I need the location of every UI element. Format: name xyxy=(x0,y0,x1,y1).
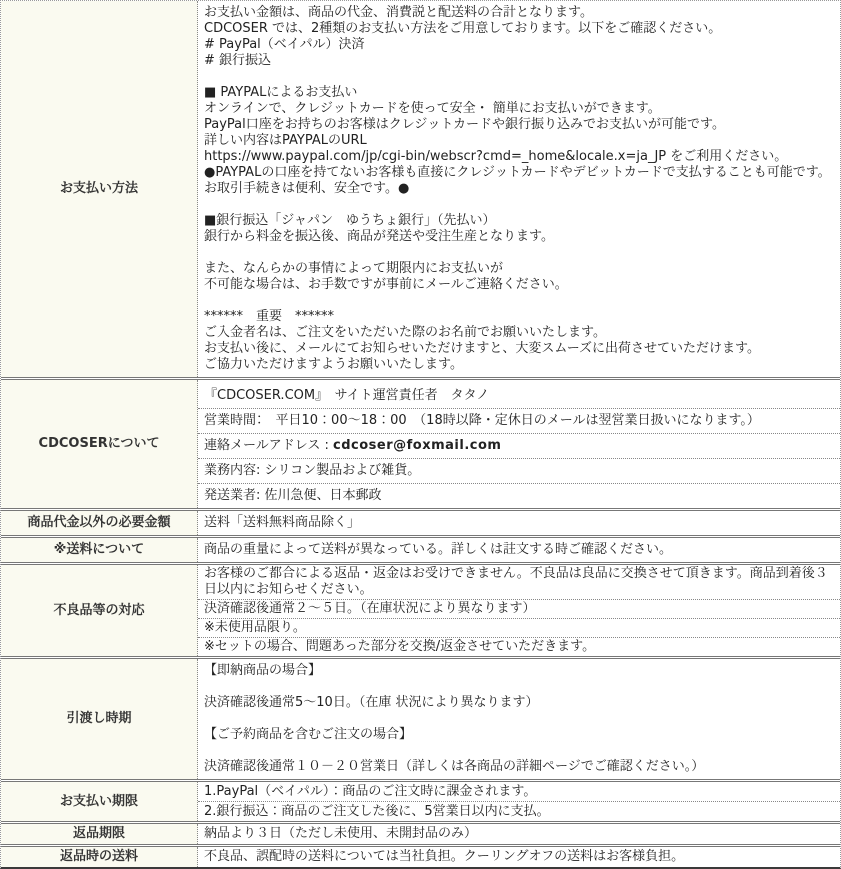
blank-line xyxy=(204,293,834,309)
content-cell xyxy=(198,1,840,377)
content-cell xyxy=(198,824,840,844)
content-line: ご入金者名は、ご注文をいただいた際のお名前でお願いいたします。 xyxy=(204,325,606,340)
content-line: 2.銀行振込：商品のご注文した後に、5営業日以内に支払。 xyxy=(204,804,550,819)
content-line: 営業時間： 平日10：00～18：00 （18時以降・定休日のメールは翌営業日扱いになります。） xyxy=(204,413,760,428)
section-return-shipping xyxy=(1,844,840,867)
row-header-label: 引渡し時期 xyxy=(66,711,132,726)
section-return-deadline xyxy=(1,821,840,844)
table-row xyxy=(198,538,840,562)
row-header-return-deadline xyxy=(1,824,198,844)
table-row xyxy=(198,659,840,779)
table-row xyxy=(198,458,840,483)
row-header-extra-fees xyxy=(1,511,198,535)
content-line: 不良品、誤配時の送料については当社負担。クーリングオフの送料はお客様負担。 xyxy=(204,849,685,864)
content-line: 決済確認後通常5～10日。（在庫 状況により異なります） xyxy=(204,695,539,710)
content-line: 業務内容: シリコン製品および雑貨。 xyxy=(204,463,421,478)
content-line: 決済確認後通常２～５日。（在庫状況により異なります） xyxy=(204,601,536,616)
table-row xyxy=(198,599,840,618)
section-payment-deadline xyxy=(1,779,840,821)
table-row xyxy=(198,483,840,508)
table-row xyxy=(198,565,840,599)
content-line: 銀行から料金を振込後、商品が発送や受注生産となります。 xyxy=(204,229,554,244)
content-line: 不可能な場合は、お手数ですが事前にメールご連絡ください。 xyxy=(204,277,568,292)
content-line: ※未使用品限り。 xyxy=(204,620,306,635)
table-row xyxy=(198,824,840,844)
table-row xyxy=(198,1,840,377)
table-row xyxy=(198,618,840,637)
content-line: 発送業者: 佐川急便、日本郵政 xyxy=(204,488,382,503)
row-header-label: お支払い期限 xyxy=(59,793,138,809)
section-delivery-time xyxy=(1,656,840,779)
row-header-label: 返品時の送料 xyxy=(59,849,138,864)
table-row xyxy=(198,637,840,656)
row-header-label: 返品期限 xyxy=(72,826,125,841)
content-line: https://www.paypal.com/jp/cgi-bin/webscr?cmd=_home&locale.x=ja_JP をご利用ください。 xyxy=(204,149,788,164)
blank-line xyxy=(204,711,834,727)
content-line: お支払い金額は、商品の代金、消費説と配送料の合計となります。 xyxy=(204,5,593,20)
content-line: ■銀行振込「ジャパン ゆうちょ銀行」（先払い） xyxy=(204,213,496,228)
blank-line xyxy=(204,197,834,213)
content-text: 連絡メールアドレス : xyxy=(204,438,333,453)
blank-line xyxy=(204,743,834,759)
blank-line xyxy=(204,69,834,85)
table-row xyxy=(198,380,840,408)
content-line: 【ご予約商品を含むご注文の場合】 xyxy=(204,727,413,742)
row-header-label: ※送料について xyxy=(53,542,145,557)
section-extra-fees xyxy=(1,508,840,535)
content-line: オンラインで、クレジットカードを使って安全・ 簡単にお支払いができます。 xyxy=(204,101,661,116)
table-row xyxy=(198,782,840,801)
content-line: ■ PAYPALによるお支払い xyxy=(204,85,358,100)
content-line: 商品の重量によって送料が異なっている。詳しくは註文する時ご確認ください。 xyxy=(204,542,673,557)
row-header-label: 商品代金以外の必要金額 xyxy=(27,515,171,530)
section-about-cdcoser xyxy=(1,377,840,508)
content-line: 送料「送料無料商品除く」 xyxy=(204,515,361,530)
row-header-payment-method xyxy=(1,1,198,377)
row-header-label: お支払い方法 xyxy=(59,181,138,196)
content-cell xyxy=(198,380,840,508)
content-line: 詳しい内容はPAYPALのURL xyxy=(204,133,367,148)
row-header-return-shipping xyxy=(1,847,198,867)
content-line: PayPal口座をお持ちのお客様はクレジットカードや銀行振り込みでお支払いが可能です。 xyxy=(204,117,725,132)
blank-line xyxy=(204,245,834,261)
content-cell xyxy=(198,538,840,562)
content-line: # 銀行振込 xyxy=(204,53,272,68)
row-header-payment-deadline xyxy=(1,782,198,821)
content-cell xyxy=(198,847,840,867)
content-cell xyxy=(198,511,840,535)
section-defect-handling xyxy=(1,562,840,656)
section-payment-method xyxy=(1,1,840,377)
content-cell xyxy=(198,565,840,656)
table-row xyxy=(198,408,840,433)
content-line: 決済確認後通常１０－２０営業日（詳しくは各商品の詳細ページでご確認ください。） xyxy=(204,759,705,774)
content-cell xyxy=(198,782,840,821)
content-line: CDCOSER では、2種類のお支払い方法をご用意しております。以下をご確認ください。 xyxy=(204,21,722,36)
content-line: お取引手続きは便利、安全です。● xyxy=(204,181,410,196)
row-header-label: 不良品等の対応 xyxy=(53,602,145,618)
row-header-delivery-time xyxy=(1,659,198,779)
row-header-shipping-note xyxy=(1,538,198,562)
content-line: ****** 重要 ****** xyxy=(204,309,335,324)
content-line: また、なんらかの事情によって期限内にお支払いが xyxy=(204,261,504,276)
content-line: ※セットの場合、問題あった部分を交換/返金させていただきます。 xyxy=(204,639,596,654)
section-shipping-note xyxy=(1,535,840,562)
content-line: お支払い後に、メールにてお知らせいただけますと、大変スムーズに出荷させていただけます。 xyxy=(204,341,761,356)
blank-line xyxy=(204,679,834,695)
table-row xyxy=(198,801,840,821)
content-line: ご協力いただけますようお願いいたします。 xyxy=(204,357,463,372)
content-line: # PayPal（ベイパル）決済 xyxy=(204,37,365,52)
row-header-defect-handling xyxy=(1,565,198,656)
content-line: ●PAYPALの口座を持てないお客様も直接にクレジットカードやデビットカードで支払することも可能です。 xyxy=(204,165,831,180)
table-row xyxy=(198,433,840,458)
content-line: お客様のご都合による返品・返金はお受けできません。不良品は良品に交換させて頂きます。商品到着後３日以内にお知らせください。 xyxy=(204,566,828,597)
content-line: 1.PayPal（ベイパル）：商品のご注文時に課金されます。 xyxy=(204,784,537,799)
row-header-about-cdcoser xyxy=(1,380,198,508)
table-row xyxy=(198,511,840,535)
content-line: 【即納商品の場合】 xyxy=(204,663,322,678)
email-text: cdcoser@foxmail.com xyxy=(333,438,502,453)
content-cell xyxy=(198,659,840,779)
table-row xyxy=(198,847,840,867)
row-header-label: CDCOSERについて xyxy=(38,436,160,451)
content-line xyxy=(204,438,834,454)
content-line: 納品より３日（ただし未使用、未開封品のみ） xyxy=(204,826,478,841)
content-line: 『CDCOSER.COM』 サイト運営責任者 タタノ xyxy=(204,388,490,403)
